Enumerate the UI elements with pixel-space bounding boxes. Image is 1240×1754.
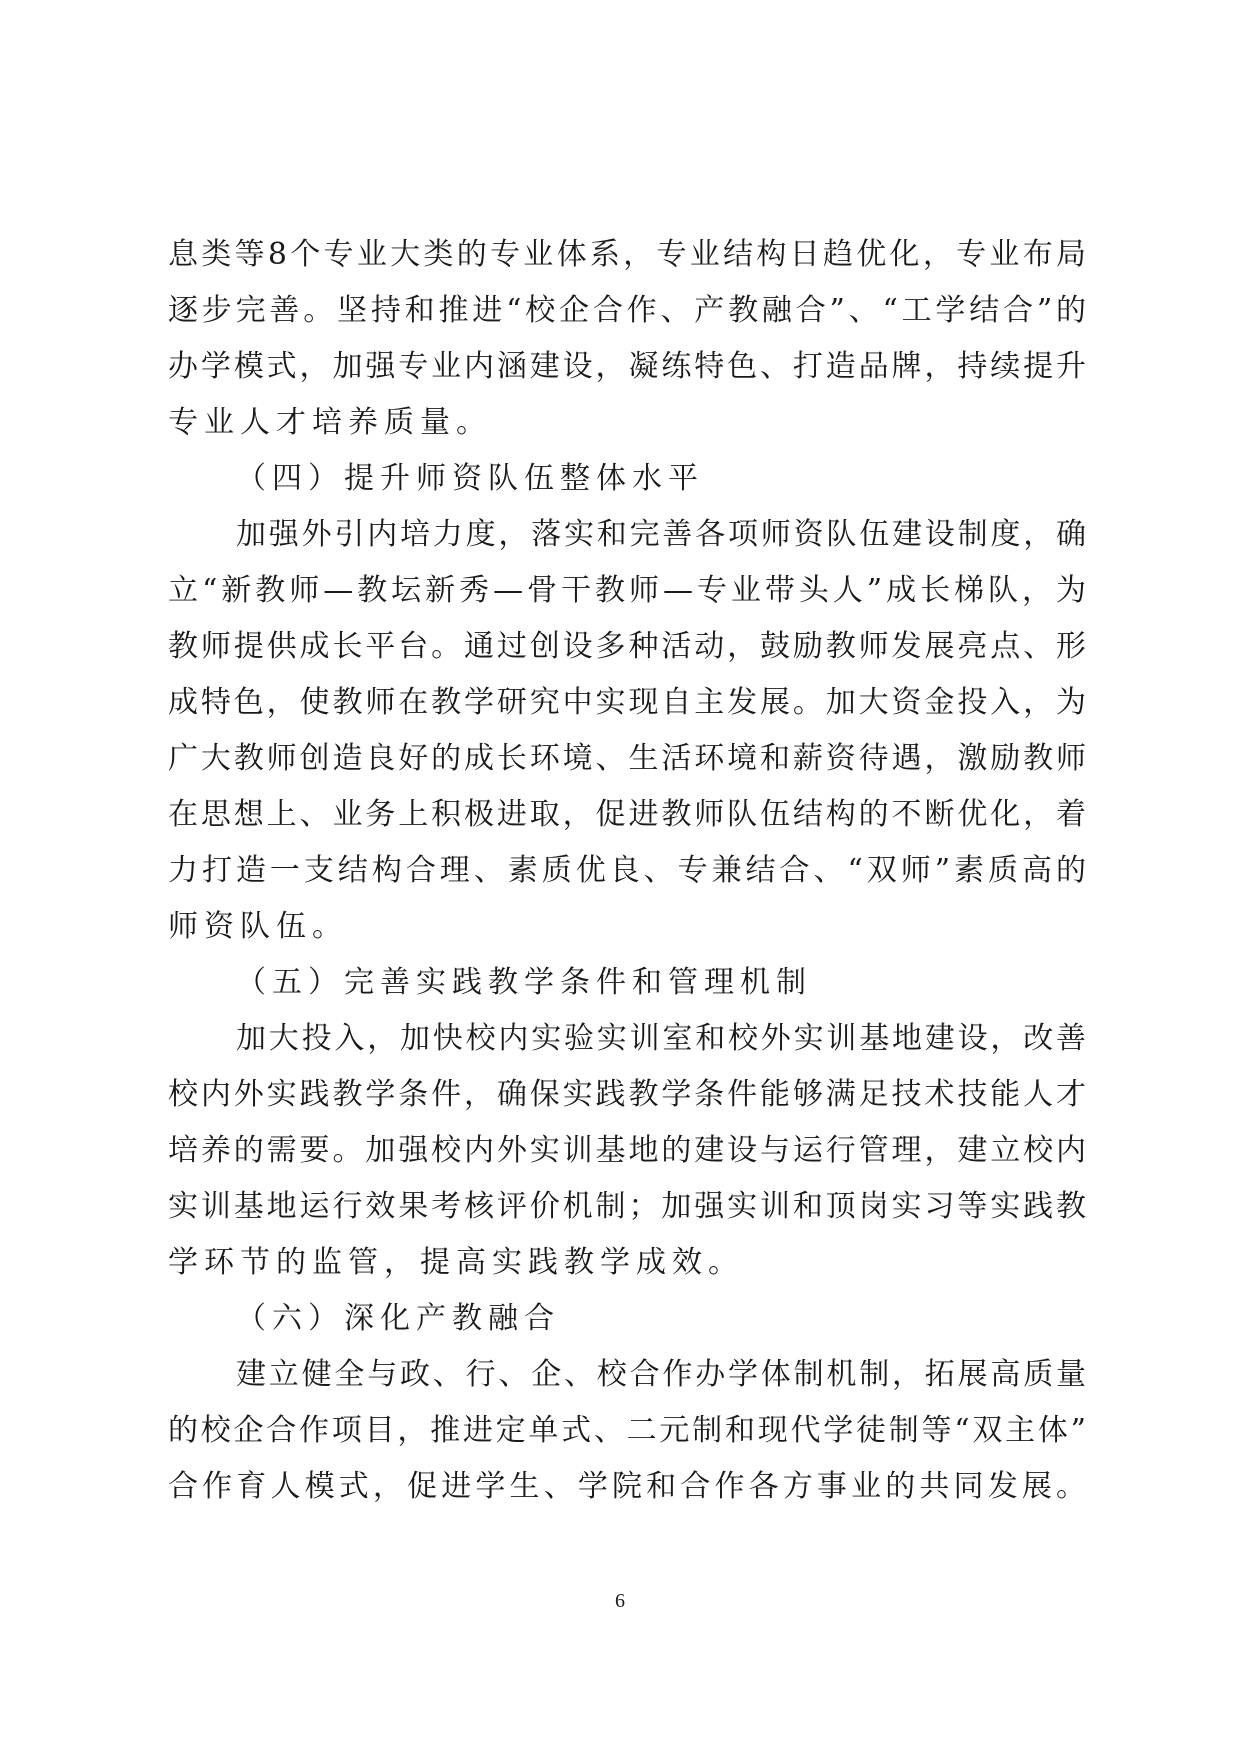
section-heading: （五）完善实践教学条件和管理机制 (236, 965, 812, 1000)
text-line: 师资队伍。 (168, 909, 348, 944)
text-line: 教师提供成长平台。通过创设多种活动，鼓励教师发展亮点、形 (168, 629, 1086, 664)
text-line: 加强外引内培力度，落实和完善各项师资队伍建设制度，确 (236, 517, 1086, 552)
text-line: 校内外实践教学条件，确保实践教学条件能够满足技术技能人才 (168, 1077, 1086, 1112)
text-line: 广大教师创造良好的成长环境、生活环境和薪资待遇，激励教师 (168, 741, 1086, 776)
text-line: 力打造一支结构合理、素质优良、专兼结合、“双师”素质高的 (168, 853, 1086, 888)
text-line: 建立健全与政、行、企、校合作办学体制机制，拓展高质量 (236, 1357, 1086, 1392)
text-line: 在思想上、业务上积极进取，促进教师队伍结构的不断优化，着 (168, 797, 1086, 832)
text-line: 加大投入，加快校内实验实训室和校外实训基地建设，改善 (236, 1021, 1086, 1056)
page-number: 6 (615, 1590, 625, 1612)
text-line: 逐步完善。坚持和推进“校企合作、产教融合”、“工学结合”的 (168, 293, 1086, 328)
text-line: 专业人才培养质量。 (168, 405, 492, 440)
text-line: 合作育人模式，促进学生、学院和合作各方事业的共同发展。 (168, 1469, 1086, 1504)
text-line: 办学模式，加强专业内涵建设，凝练特色、打造品牌，持续提升 (168, 349, 1086, 384)
text-line: 立“新教师—教坛新秀—骨干教师—专业带头人”成长梯队，为 (168, 573, 1086, 608)
section-heading: （六）深化产教融合 (236, 1301, 560, 1336)
section-heading: （四）提升师资队伍整体水平 (236, 461, 704, 496)
text-line: 学环节的监管，提高实践教学成效。 (168, 1245, 744, 1280)
text-line: 实训基地运行效果考核评价机制；加强实训和顶岗实习等实践教 (168, 1189, 1086, 1224)
text-line: 培养的需要。加强校内外实训基地的建设与运行管理，建立校内 (168, 1133, 1086, 1168)
text-line: 成特色，使教师在教学研究中实现自主发展。加大资金投入，为 (168, 685, 1086, 720)
text-line: 息类等8个专业大类的专业体系，专业结构日趋优化，专业布局 (168, 237, 1086, 272)
document-body (168, 227, 1086, 1515)
text-line: 的校企合作项目，推进定单式、二元制和现代学徒制等“双主体” (168, 1413, 1086, 1448)
